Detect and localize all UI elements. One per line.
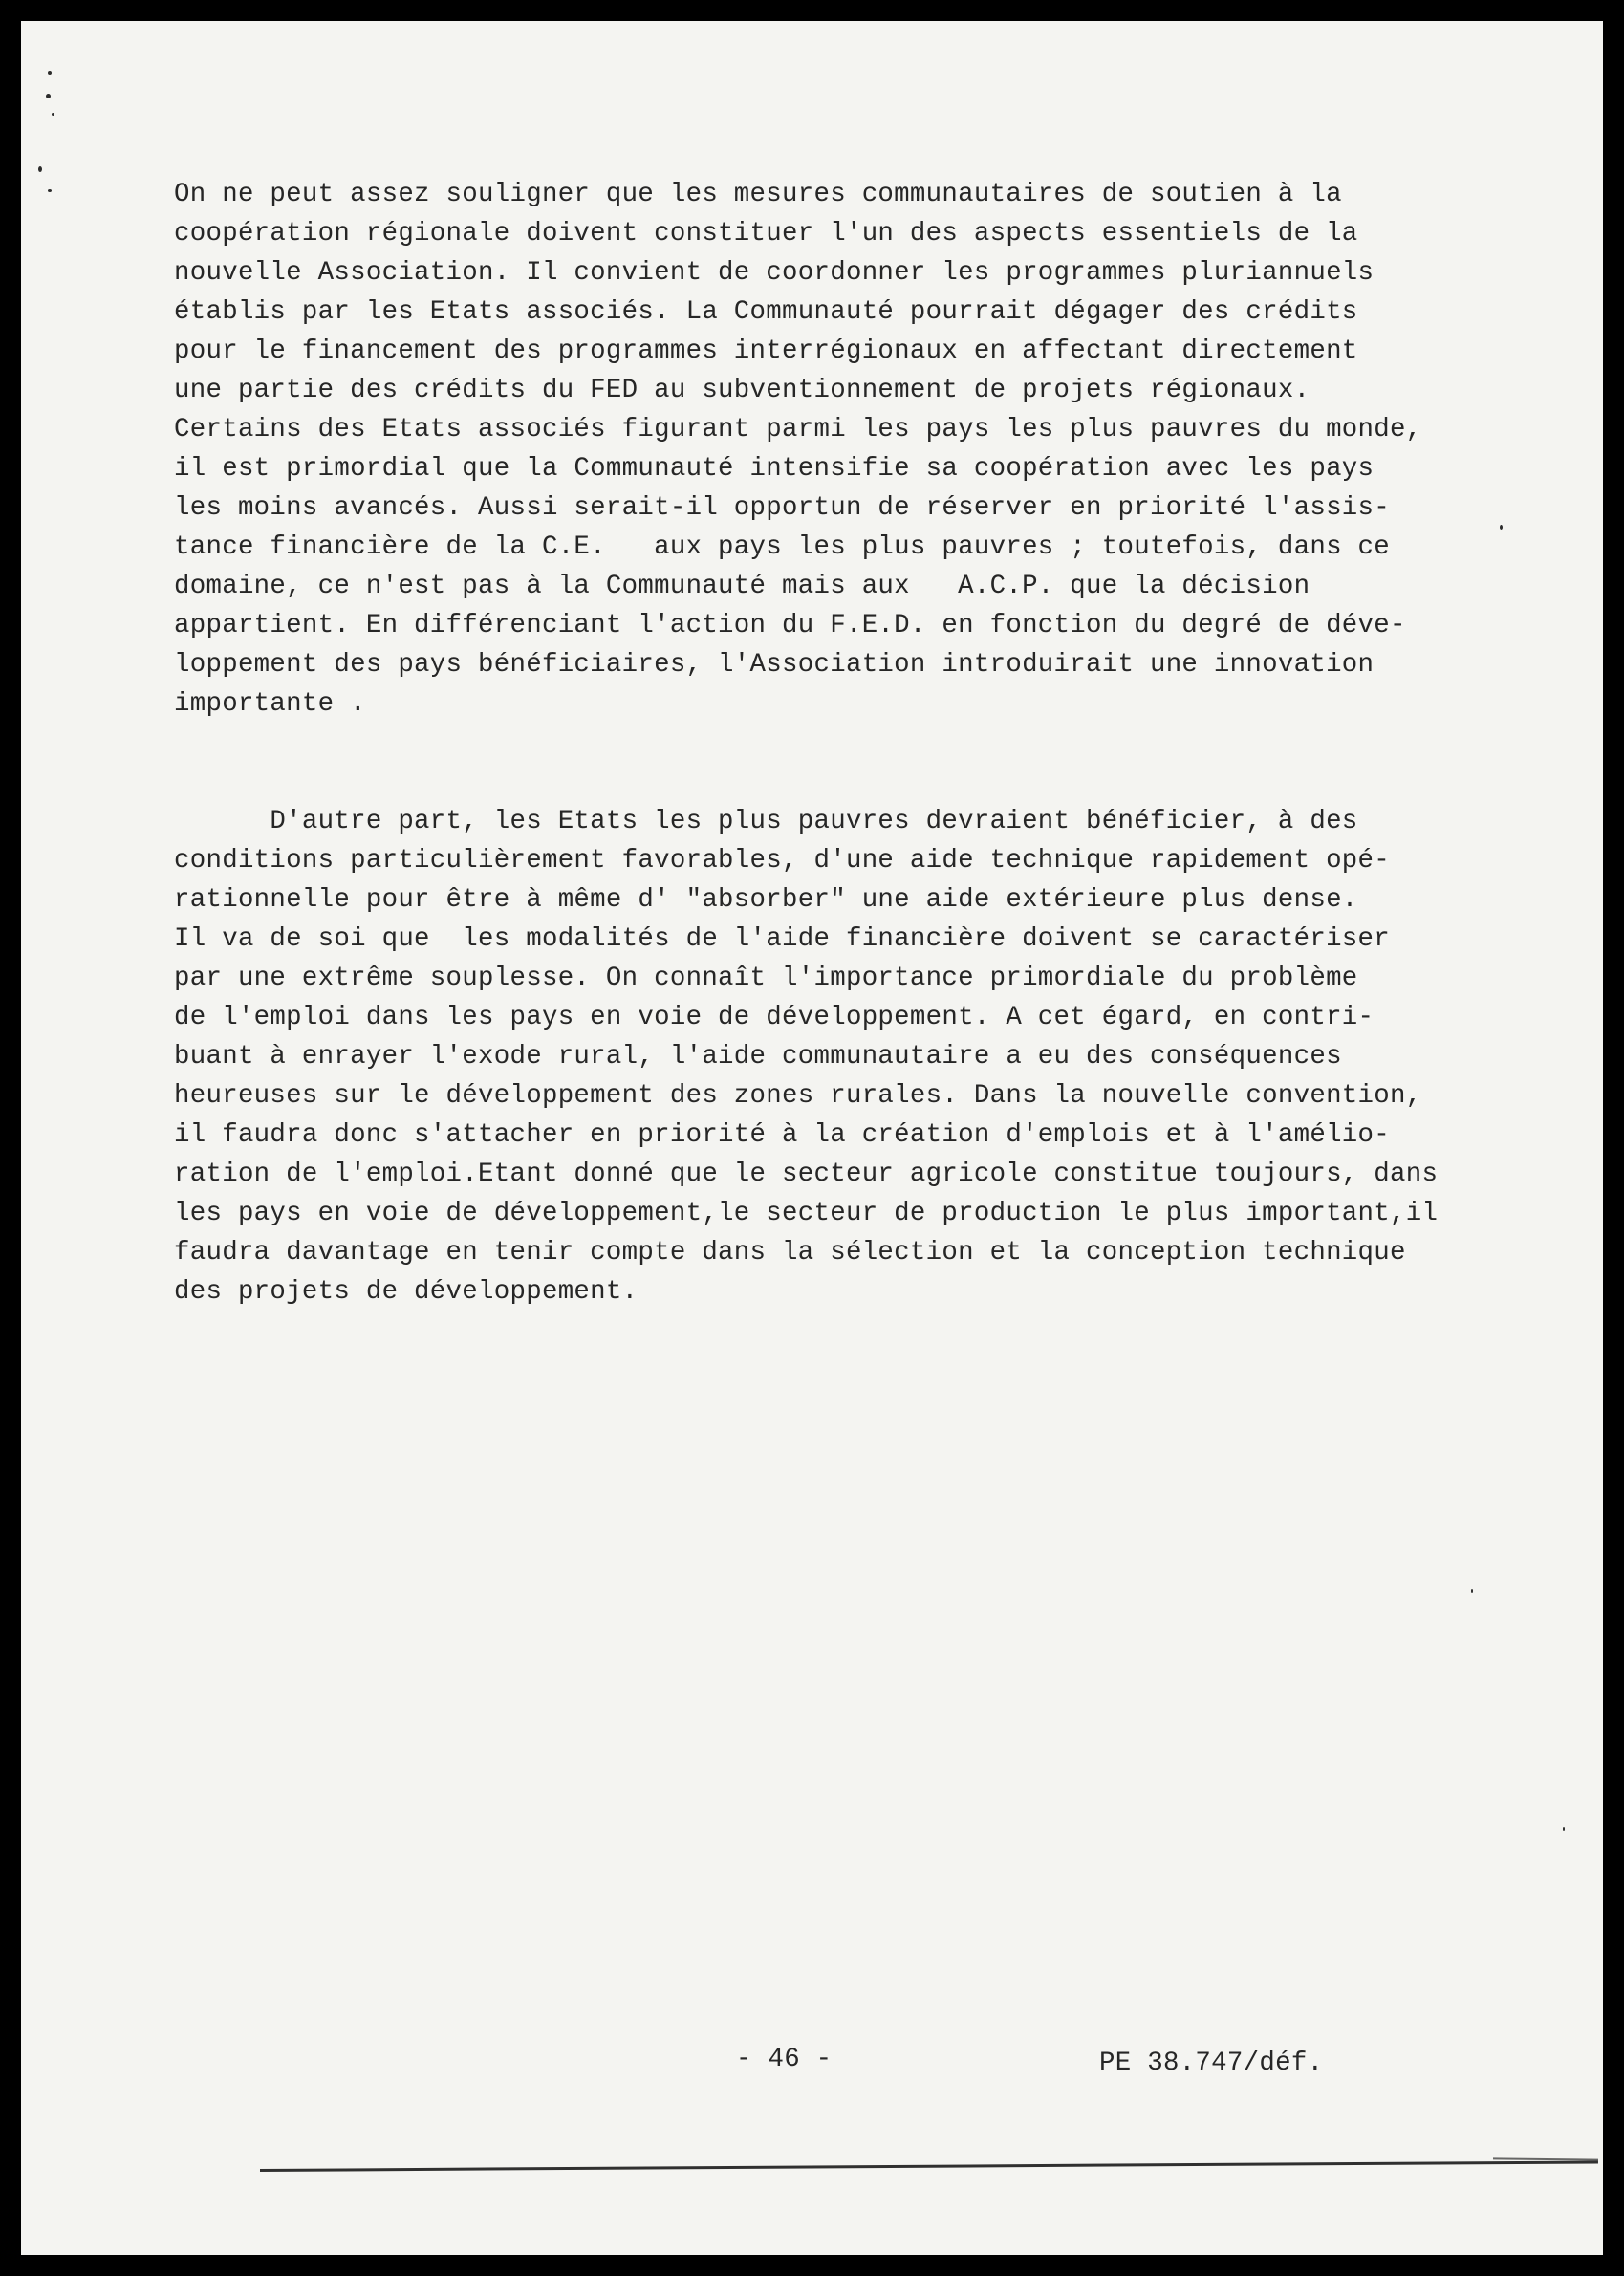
text-line: importante . bbox=[174, 689, 366, 719]
text-line: il est primordial que la Communauté intensifie sa coopération avec les pays bbox=[174, 454, 1375, 484]
text-line: les pays en voie de développement,le secteur de production le plus important,il bbox=[174, 1199, 1439, 1228]
text-line: nouvelle Association. Il convient de coordonner les programmes pluriannuels bbox=[174, 258, 1375, 288]
text-line: conditions particulièrement favorables, d'une aide technique rapidement opé- bbox=[174, 846, 1391, 876]
bottom-rule bbox=[260, 2160, 1598, 2172]
document-reference: PE 38.747/déf. bbox=[1099, 2048, 1324, 2078]
text-line: Il va de soi que les modalités de l'aide financière doivent se caractériser bbox=[174, 924, 1391, 954]
text-line: Certains des Etats associés figurant parmi les pays les plus pauvres du monde, bbox=[174, 415, 1422, 444]
scanned-page bbox=[21, 21, 1603, 2255]
scan-speck bbox=[38, 166, 42, 172]
text-line: une partie des crédits du FED au subventionnement de projets régionaux. bbox=[174, 376, 1310, 405]
text-line: établis par les Etats associés. La Communauté pourrait dégager des crédits bbox=[174, 297, 1358, 327]
text-line: D'autre part, les Etats les plus pauvres devraient bénéficier, à des bbox=[174, 807, 1358, 836]
text-line: rationnelle pour être à même d' "absorber" une aide extérieure plus dense. bbox=[174, 885, 1358, 915]
text-line: On ne peut assez souligner que les mesures communautaires de soutien à la bbox=[174, 180, 1342, 209]
text-line: par une extrême souplesse. On connaît l'importance primordiale du problème bbox=[174, 964, 1358, 993]
text-line: buant à enrayer l'exode rural, l'aide communautaire a eu des conséquences bbox=[174, 1042, 1342, 1072]
text-line: heureuses sur le développement des zones rurales. Dans la nouvelle convention, bbox=[174, 1081, 1422, 1111]
text-line: de l'emploi dans les pays en voie de développement. A cet égard, en contri- bbox=[174, 1003, 1375, 1032]
text-line: des projets de développement. bbox=[174, 1277, 639, 1307]
text-line: domaine, ce n'est pas à la Communauté mais aux A.C.P. que la décision bbox=[174, 572, 1310, 601]
text-line: les moins avancés. Aussi serait-il opportun de réserver en priorité l'assis- bbox=[174, 493, 1391, 523]
scan-speck bbox=[1563, 1827, 1565, 1831]
text-line: faudra davantage en tenir compte dans la sélection et la conception technique bbox=[174, 1238, 1406, 1268]
scan-speck bbox=[46, 94, 51, 98]
page-number: - 46 - bbox=[736, 2045, 833, 2074]
text-line: appartient. En différenciant l'action du F.E.D. en fonction du degré de déve- bbox=[174, 611, 1406, 640]
text-line: coopération régionale doivent constituer l'un des aspects essentiels de la bbox=[174, 219, 1358, 249]
scan-speck bbox=[48, 71, 52, 75]
scan-speck bbox=[1471, 1589, 1473, 1593]
text-line: tance financière de la C.E. aux pays les plus pauvres ; toutefois, dans ce bbox=[174, 532, 1391, 562]
text-line: ration de l'emploi.Etant donné que le secteur agricole constitue toujours, dans bbox=[174, 1160, 1439, 1189]
scan-speck bbox=[52, 113, 54, 116]
scan-speck bbox=[48, 189, 52, 192]
text-line: pour le financement des programmes interrégionaux en affectant directement bbox=[174, 336, 1358, 366]
text-line: il faudra donc s'attacher en priorité à la création d'emplois et à l'amélio- bbox=[174, 1120, 1391, 1150]
text-line: loppement des pays bénéficiaires, l'Association introduirait une innovation bbox=[174, 650, 1375, 680]
scan-speck bbox=[1500, 525, 1503, 530]
